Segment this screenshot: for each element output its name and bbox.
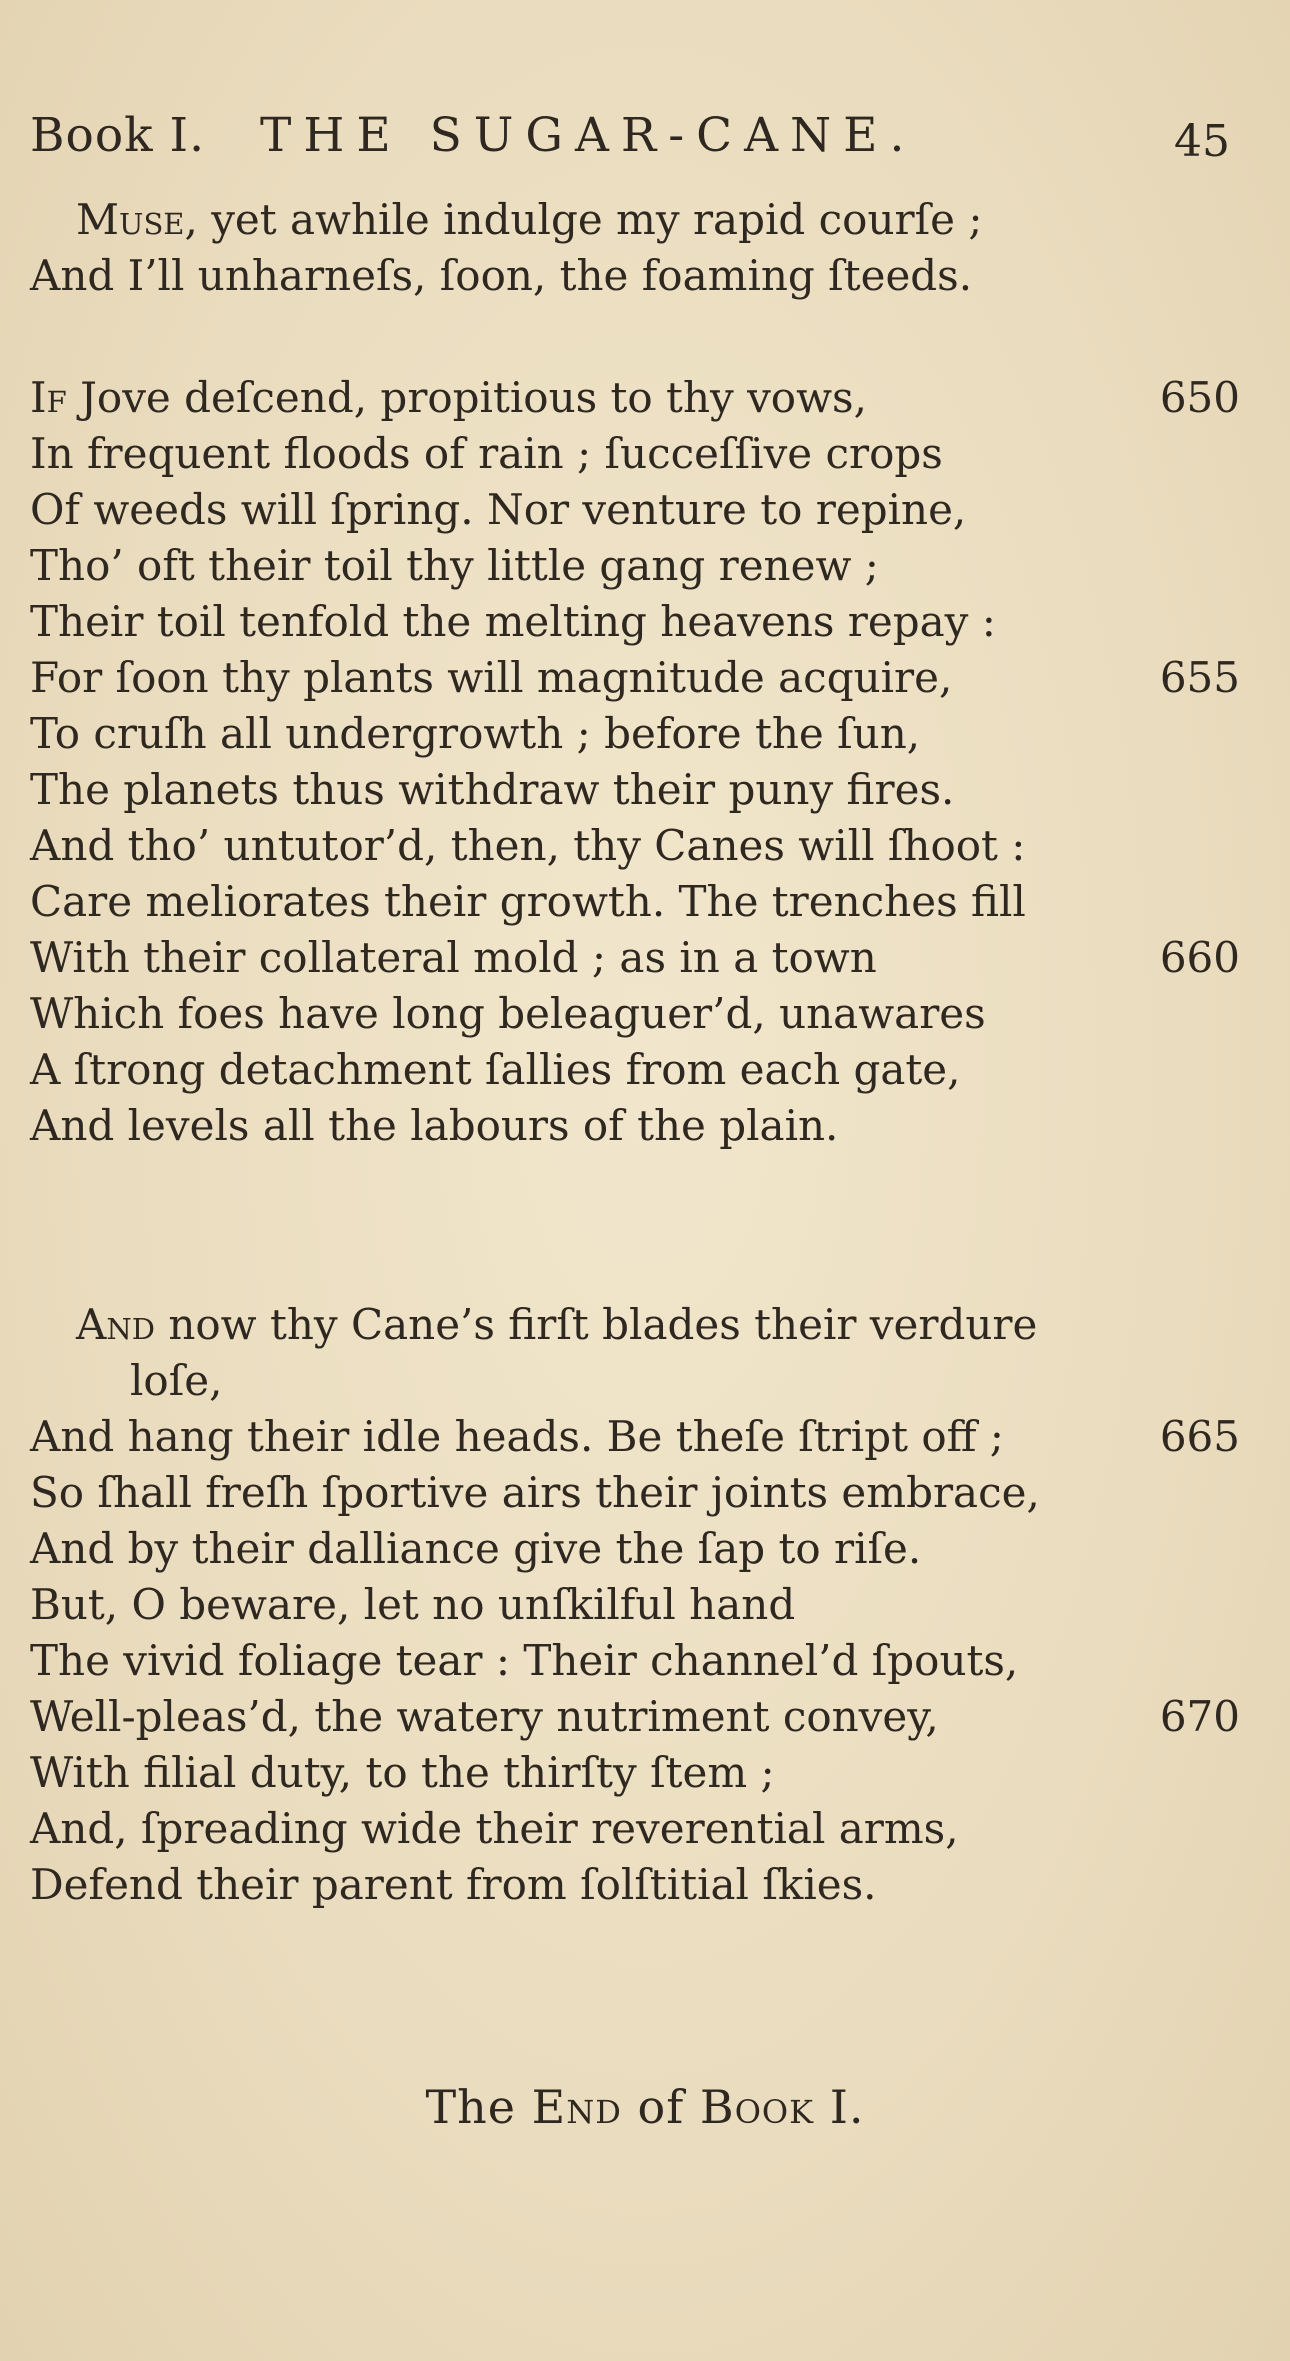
verse-line bbox=[30, 1633, 1240, 1689]
verse-line bbox=[30, 1098, 1240, 1154]
stanza-2 bbox=[30, 370, 1240, 1154]
verse-text: Tho’ oft their toil thy little gang renew ; bbox=[30, 541, 879, 590]
verse-line bbox=[30, 1857, 1240, 1913]
verse-line bbox=[30, 874, 1240, 930]
verse-line bbox=[30, 192, 1240, 248]
footer-word: of bbox=[637, 2080, 685, 2134]
verse-text: loſe, bbox=[130, 1356, 223, 1405]
verse-line bbox=[30, 1689, 1240, 1745]
end-of-book-caption bbox=[0, 2080, 1290, 2134]
verse-line bbox=[30, 1745, 1240, 1801]
line-number: 655 bbox=[1159, 653, 1240, 702]
verse-text: A ſtrong detachment ſallies from each gate, bbox=[30, 1045, 961, 1094]
verse-text: Which foes have long beleaguer’d, unawares bbox=[30, 989, 986, 1038]
initial-word: Muse, bbox=[76, 195, 198, 244]
verse-text: And hang their idle heads. Be theſe ſtript off ; bbox=[30, 1412, 1004, 1461]
verse-text: Of weeds will ſpring. Nor venture to repine, bbox=[30, 485, 967, 534]
verse-text: With their collateral mold ; as in a town bbox=[30, 933, 877, 982]
verse-line bbox=[30, 482, 1240, 538]
line-number: 665 bbox=[1159, 1412, 1240, 1461]
verse-turnover bbox=[30, 1353, 1240, 1409]
verse-line bbox=[30, 1297, 1240, 1353]
verse-line bbox=[30, 594, 1240, 650]
header-title: THE SUGAR-CANE. bbox=[260, 108, 917, 163]
line-number: 660 bbox=[1159, 933, 1240, 982]
verse-text: And, ſpreading wide their reverential arms, bbox=[30, 1804, 959, 1853]
verse-text: And levels all the labours of the plain. bbox=[30, 1101, 839, 1150]
stanza-3 bbox=[30, 1297, 1240, 1913]
verse-line bbox=[30, 426, 1240, 482]
header-book-label: Book I. bbox=[30, 108, 206, 163]
verse-line bbox=[30, 650, 1240, 706]
verse-line bbox=[30, 1521, 1240, 1577]
line-number: 650 bbox=[1159, 373, 1240, 422]
verse-text: And by their dalliance give the ſap to riſe. bbox=[30, 1524, 922, 1573]
verse-text: For ſoon thy plants will magnitude acquire, bbox=[30, 653, 953, 702]
verse-line bbox=[30, 818, 1240, 874]
initial-word: If bbox=[30, 373, 67, 422]
verse-text: With filial duty, to the thirſty ſtem ; bbox=[30, 1748, 775, 1797]
verse-text: Care meliorates their growth. The trenches fill bbox=[30, 877, 1026, 926]
verse-line bbox=[30, 1465, 1240, 1521]
verse-line bbox=[30, 1042, 1240, 1098]
verse-text: now thy Cane’s firſt blades their verdure bbox=[154, 1300, 1038, 1349]
verse-text: And I’ll unharneſs, ſoon, the foaming ſteeds. bbox=[30, 251, 973, 300]
verse-text: Defend their parent from ſolſtitial ſkies. bbox=[30, 1860, 877, 1909]
verse-line bbox=[30, 762, 1240, 818]
verse-text: But, O beware, let no unſkilful hand bbox=[30, 1580, 796, 1629]
verse-text: Jove deſcend, propitious to thy vows, bbox=[66, 373, 867, 422]
running-header bbox=[30, 108, 1270, 178]
verse-line bbox=[30, 1409, 1240, 1465]
verse-text: So ſhall freſh ſportive airs their joints embrace, bbox=[30, 1468, 1040, 1517]
verse-line bbox=[30, 706, 1240, 762]
line-number: 670 bbox=[1159, 1692, 1240, 1741]
verse-line bbox=[30, 370, 1240, 426]
initial-word: And bbox=[76, 1300, 155, 1349]
verse-line bbox=[30, 1577, 1240, 1633]
footer-word: Book bbox=[699, 2080, 815, 2134]
verse-text: The vivid foliage tear : Their channel’d ſpouts, bbox=[30, 1636, 1019, 1685]
verse-line bbox=[30, 986, 1240, 1042]
verse-text: yet awhile indulge my rapid courſe ; bbox=[197, 195, 983, 244]
verse-text: In frequent floods of rain ; ſucceſſive crops bbox=[30, 429, 943, 478]
verse-text: Their toil tenfold the melting heavens repay : bbox=[30, 597, 996, 646]
page-number: 45 bbox=[1174, 116, 1230, 167]
verse-text: To cruſh all undergrowth ; before the ſun, bbox=[30, 709, 921, 758]
verse-line bbox=[30, 538, 1240, 594]
verse-text: Well-pleas’d, the watery nutriment convey, bbox=[30, 1692, 939, 1741]
footer-word: The bbox=[425, 2080, 517, 2134]
footer-numeral: I. bbox=[829, 2080, 865, 2134]
verse-line bbox=[30, 248, 1240, 304]
verse-text: The planets thus withdraw their puny fires. bbox=[30, 765, 955, 814]
verse-line bbox=[30, 930, 1240, 986]
stanza-1 bbox=[30, 192, 1240, 304]
footer-word: End bbox=[531, 2080, 622, 2134]
verse-line bbox=[30, 1801, 1240, 1857]
verse-text: And tho’ untutor’d, then, thy Canes will ſhoot : bbox=[30, 821, 1026, 870]
